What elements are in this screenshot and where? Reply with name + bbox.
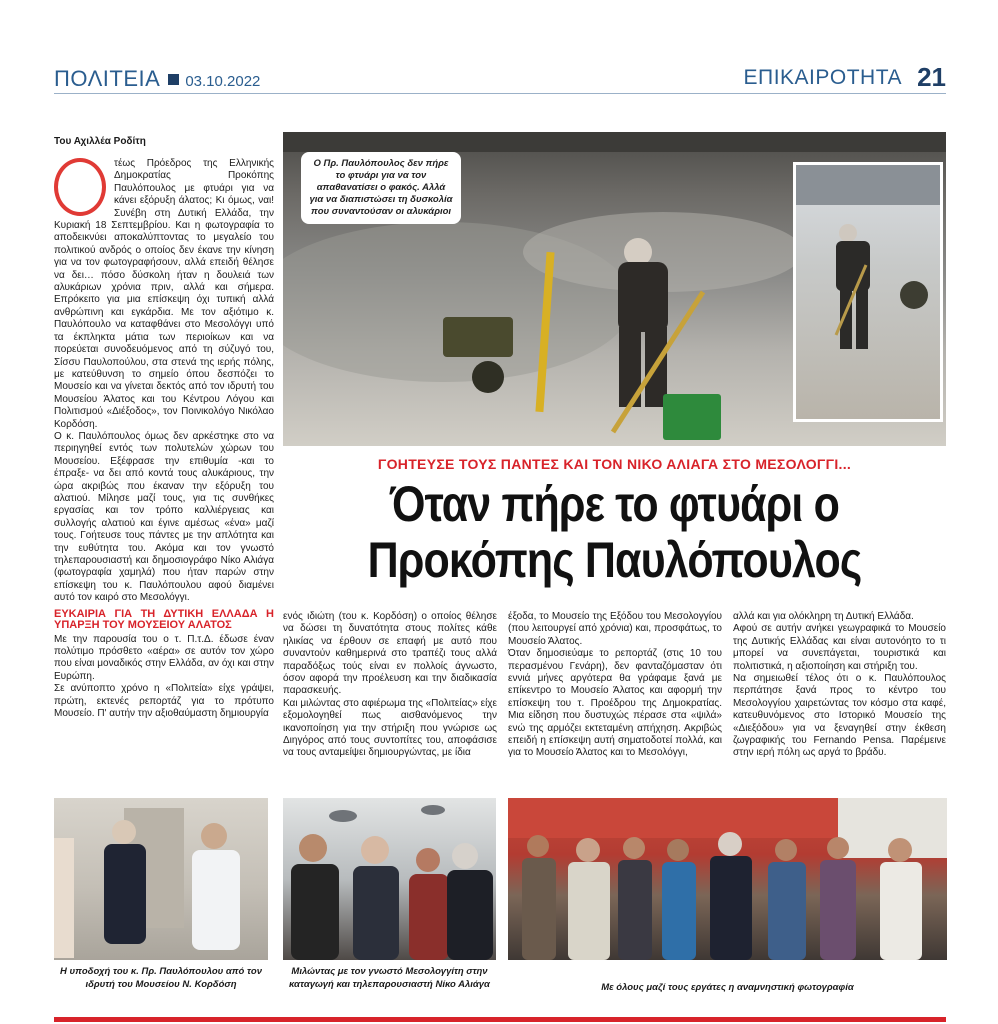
page-header: [54, 60, 946, 94]
paragraph: Με την παρουσία του ο τ. Π.τ.Δ. έδωσε έναν πολύτιμο πρόσθετο «αέρα» σε αυτόν τον χώρο που είναι μοναδικός στην Ελλάδα, αν όχι και στην Ευρώπη.: [54, 633, 274, 682]
photo-workers-caption: Με όλους μαζί τους εργάτες η αναμνηστική φωτογραφία: [601, 982, 854, 993]
inset-photo-illustration: [796, 165, 940, 419]
photo-reception: [54, 798, 268, 960]
issue-date: 03.10.2022: [185, 73, 261, 90]
paragraph: τέως Πρόεδρος της Ελληνικής Δημοκρατίας Προκόπης Παυλόπουλος με φτυάρι για να κάνει εξόρυξη άλατος; Κι όμως, ναι! Συνέβη στη Δυτική Ελλάδα, την Κυριακή 18 Σεπτεμβρίου. Και η φωτογραφία το αποδεικνύει αποκαλύπτοντας το μεγαλείο του πολιτικού ανδρός ο οποίος δεν έκανε την κίνηση για να τον φωτογραφήσουν, αλλά επειδή θέλησε να δει… πόσο δύσκολη ήταν η δουλειά των αλυκάριων χρόνια πριν, αλλά και σήμερα. Επρόκειτο για μια επίσκεψη όχι τυπική αλλά ανθρώπινη και εγκάρδια. Με τον αξιότιμο κ. Παυλόπουλο να καταφθάνει στο Μεσολόγγι υπό τα έκπληκτα μάτια των περιοίκων και να πορεύεται συνοδευόμενος από τη σύζυγό του, Σίσσυ Παυλοπούλου, στα στενά της ιερής πόλης, με κατεύθυνση το σημείο όπου δεσπόζει το Μουσείο και να γίνεται δεκτός από τον ιδρυτή του Μουσείου Άλατος και του Κέντρου Λόγου και Πολιτισμού «Διέξοδος», τον Ποινικολόγο Νικόλαο Κορδόση.: [54, 158, 274, 430]
photo-reception-illustration: [54, 798, 268, 960]
paragraph: Να σημειωθεί τέλος ότι ο κ. Παυλόπουλος περπάτησε ξανά προς το κέντρο του Μεσολογγίου χαιρετώντας τον κόσμο στα καφέ, κατευθυνόμενος στο Ιστορικό Μουσείο της «Διεξόδου» για να ξεναγηθεί στην έκθεση ζωγραφικής του Fernando Pensa. Παρέμεινε στην ιερή πόλη ως αργά το βράδυ.: [733, 673, 946, 759]
paragraph: αλλά και για ολόκληρη τη Δυτική Ελλάδα.: [733, 611, 914, 622]
main-photo-caption: Ο Πρ. Παυλόπουλος δεν πήρε το φτυάρι για να τον απαθανατίσει ο φακός. Αλλά για να διαπιστώσει τη δυσκολία που συναντούσαν οι αλυκάριοι: [301, 152, 461, 224]
article-column-4: [733, 611, 946, 760]
paragraph: Ο κ. Παυλόπουλος όμως δεν αρκέστηκε στο να περιηγηθεί εντός των πολυτελών χώρων του Μουσείου. Εξέφρασε την επιθυμία -και το έπραξε- να δει από κοντά τους αλυκάριους, την ώρα ακριβώς που έκαναν την εξόρυξη του αλατιού. Μίλησε μαζί τους, για τις συνθήκες εργασίας και τον τρόπο καλλιέργειας και συλλογής αλατιού και έγινε αμέσως «ένα» μαζί τους. Γοήτευσε τους πάντες με την απλότητα και την ευθύτητα του. Ακόμα και τον γνωστό τηλεπαρουσιαστή και δημοσιογράφο Νίκο Αλιάγα (φωτογραφία χαμηλά) που ήταν παρών στην επίσκεψη του κ. Παυλόπουλου αφού διαμένει αυτό τον καιρό στο Μεσολόγγι.: [54, 430, 274, 604]
article-column-1: [54, 158, 274, 720]
headline-line-1: Όταν πήρε το φτυάρι ο: [389, 476, 840, 532]
paragraph: Και μιλώντας στο αφιέρωμα της «Πολιτείας» είχε εξομολογηθεί πως αισθανόμενος την ικανοποίηση για την στήριξη που γνώρισε ως Διηγόρος από τους συντοπίτες του, αποφάσισε να τους ανταμείψει δημιουργώντας, με ίδια: [283, 697, 497, 759]
category-name: ΕΠΙΚΑΙΡΟΤΗΤΑ: [743, 66, 902, 89]
subheading: ΕΥΚΑΙΡΙΑ ΓΙΑ ΤΗ ΔΥΤΙΚΗ ΕΛΛΑΔΑ Η ΥΠΑΡΞΗ ΤΟΥ ΜΟΥΣΕΙΟΥ ΑΛΑΤΟΣ: [54, 607, 274, 632]
photo-aliagas-illustration: [283, 798, 496, 960]
bottom-red-bar: [54, 1017, 946, 1022]
photo-workers-illustration: [508, 798, 947, 960]
headline-line-2: Προκόπης Παυλόπουλος: [367, 532, 862, 588]
paragraph: Αφού σε αυτήν ανήκει γεωγραφικά το Μουσείο της Δυτικής Ελλάδας και είναι αυτονόητο το τι μπορεί να συνεπάγεται, τουριστικά και πολιτιστικά, η αξιοποίηση και στήριξη του.: [733, 623, 946, 672]
byline: Του Αχιλλέα Ροδίτη: [54, 136, 146, 147]
page-number: 21: [917, 62, 946, 92]
photo-workers-group: [508, 798, 947, 960]
square-bullet-icon: [168, 74, 179, 85]
paragraph: έξοδα, το Μουσείο της Εξόδου του Μεσολογγίου (που λειτουργεί από χρόνια) και, προσφάτως, το Μουσείο Άλατος.: [508, 611, 722, 647]
main-photo-salt-pans: [283, 132, 946, 446]
header-left: [54, 66, 260, 92]
inset-photo: [793, 162, 943, 422]
headline-title: [329, 476, 899, 588]
article-column-3: [508, 611, 722, 760]
drop-cap-letter-o: [54, 158, 106, 216]
paragraph: Όταν δημοσιεύαμε το ρεπορτάζ (στις 10 του περασμένου Γενάρη), δεν φανταζόμασταν ότι εννιά μήνες αργότερα θα γράφαμε ξανά με επίκεντρο το Μουσείο Άλατος και αφορμή την επίσκεψη του τ. Προέδρου της Δημοκρατίας. Μια είδηση που δυστυχώς πέρασε στα «ψιλά» ενώ της αρμόζει εκτεταμένη απήχηση. Ακριβώς επειδή η επίσκεψη αυτή σηματοδοτεί πολλά, και για το Μουσείο Άλατος και το Μεσολόγγι,: [508, 648, 722, 759]
paragraph: Σε ανύποπτο χρόνο η «Πολιτεία» είχε γράψει, πρώτη, εκτενές ρεπορτάζ για το πρότυπο Μουσείο. Π' αυτήν την αξιοθαύμαστη δημιουργία: [54, 683, 274, 720]
paragraph: ενός ιδιώτη (του κ. Κορδόση) ο οποίος θέλησε να δώσει τη δυνατότητα στους πολίτες κάθε ηλικίας να έρθουν σε επαφή με αυτό που συναντούν καθημερινά στο τραπέζι τους αλλά παραδόξως τούς είναι εν πολλοίς άγνωστο, όσον αφορά την προέλευση και την διαδικασία παρασκευής.: [283, 611, 497, 697]
article-column-2: [283, 611, 497, 760]
headline-kicker: ΓΟΗΤΕΥΣΕ ΤΟΥΣ ΠΑΝΤΕΣ ΚΑΙ ΤΟΝ ΝΙΚΟ ΑΛΙΑΓΑ ΣΤΟ ΜΕΣΟΛΟΓΓΙ...: [377, 456, 852, 472]
header-divider: [54, 93, 946, 94]
photo-reception-caption: Η υποδοχή του κ. Πρ. Παυλόπουλου από τον ιδρυτή του Μουσείου Ν. Κορδόση: [60, 966, 262, 990]
section-name: ΠΟΛΙΤΕΙΑ: [54, 66, 161, 91]
photo-aliagas: [283, 798, 496, 960]
photo-aliagas-caption: Μιλώντας με τον γνωστό Μεσολογγίτη στην καταγωγή και τηλεπαρουσιαστή Νίκο Αλιάγα: [289, 966, 490, 990]
